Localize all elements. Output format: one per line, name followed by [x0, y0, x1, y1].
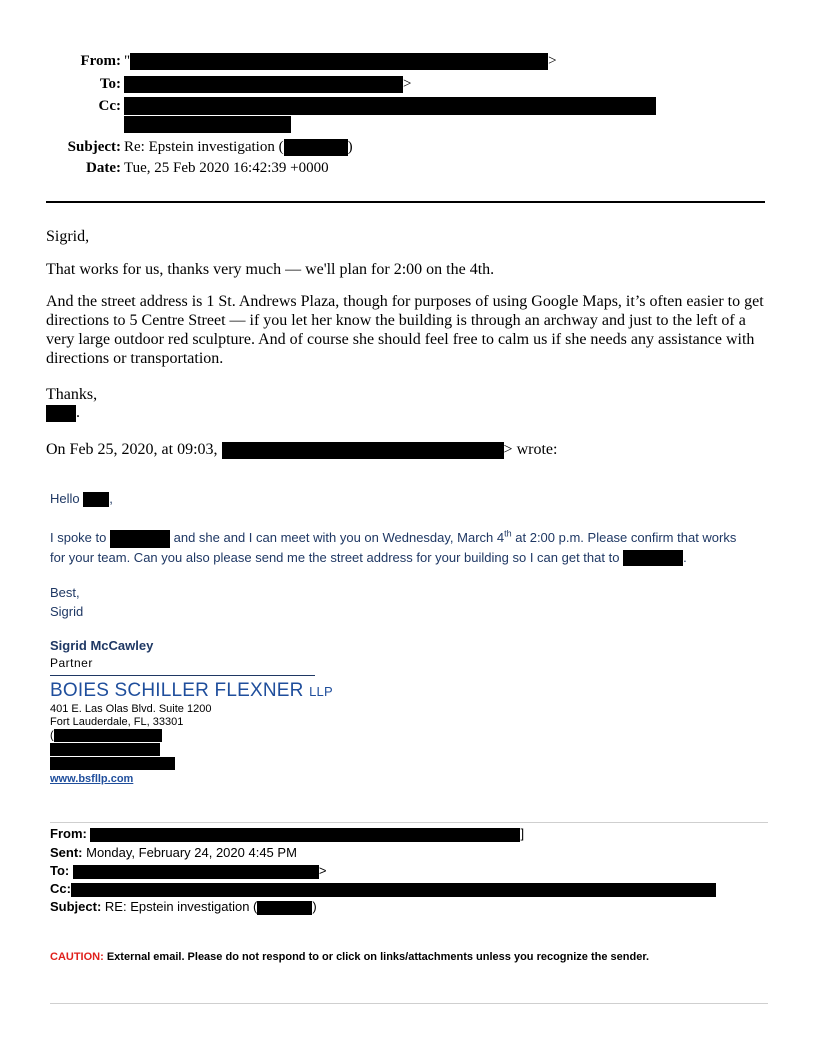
bottom-divider — [50, 1003, 768, 1004]
signature-title: Partner — [50, 656, 93, 670]
redaction — [73, 865, 319, 879]
fwd-subject-line: Subject: RE: Epstein investigation ( ) — [50, 899, 317, 914]
cc-value-line2 — [124, 116, 291, 133]
from-label: From: — [80, 53, 121, 69]
phone-line: ( — [50, 729, 162, 742]
redaction — [623, 550, 683, 566]
quoted-sign: Sigrid — [50, 604, 84, 619]
fwd-sent-line: Sent: Monday, February 24, 2020 4:45 PM — [50, 845, 297, 860]
cc-value — [124, 97, 656, 115]
caution-text: External email. Please do not respond to or click on links/attachments unless you recognize the sender. — [106, 951, 650, 963]
contact-line-3 — [50, 757, 175, 770]
forward-divider — [50, 822, 768, 823]
contact-line-2 — [50, 743, 160, 756]
address-line-2: Fort Lauderdale, FL, 33301 — [50, 716, 184, 728]
closing: Thanks, — [46, 386, 98, 403]
redaction — [90, 828, 520, 842]
redaction — [124, 76, 403, 93]
cc-label: Cc: — [98, 98, 121, 114]
quoted-paragraph: I spoke to and she and I can meet with you on Wednesday, March 4th at 2:00 p.m. Please confirm that works for your team. Can you also please send me the street address for your building so I can get that to . — [50, 528, 737, 565]
fwd-from-line: From: ] — [50, 826, 525, 841]
redaction — [50, 757, 175, 770]
signature-divider — [50, 675, 315, 676]
to-label: To: — [99, 76, 121, 92]
redaction — [46, 405, 76, 422]
website-link[interactable]: www.bsfllp.com — [50, 773, 134, 785]
from-value: " > — [124, 53, 557, 69]
greeting: Sigrid, — [46, 228, 90, 245]
redaction — [50, 743, 160, 756]
subject-value: Re: Epstein investigation ( ) — [124, 139, 353, 155]
date-value: Tue, 25 Feb 2020 16:42:39 +0000 — [124, 160, 329, 176]
redaction — [54, 729, 162, 742]
redaction — [110, 530, 170, 548]
redaction — [130, 53, 548, 70]
to-value: > — [124, 76, 411, 93]
address-line-1: 401 E. Las Olas Blvd. Suite 1200 — [50, 703, 212, 715]
body-paragraph-1: That works for us, thanks very much — we'll plan for 2:00 on the 4th. — [46, 261, 495, 278]
redaction — [222, 442, 504, 459]
fwd-to-line: To: > — [50, 863, 327, 878]
redaction — [257, 901, 312, 915]
redaction — [71, 883, 716, 897]
sender-initials: . — [46, 403, 766, 422]
quoted-greeting: Hello , — [50, 491, 113, 506]
body-paragraph-2: And the street address is 1 St. Andrews Plaza, though for purposes of using Google Maps, it’s often easier to get directions to 5 Centre Street — if you let her know the building is through an archway and just to the left of a very large outdoor red sculpture. And of course she should feel free to calm us if she needs any assistance with directions or transportation. — [46, 293, 764, 367]
firm-name: BOIES SCHILLER FLEXNER LLP — [50, 680, 333, 701]
caution-banner — [50, 951, 649, 963]
redaction — [83, 492, 109, 507]
quoted-best: Best, — [50, 585, 80, 600]
redaction — [284, 139, 348, 156]
caution-label: CAUTION: — [50, 951, 104, 963]
fwd-cc-line: Cc: — [50, 881, 716, 897]
redaction — [124, 97, 656, 115]
header-divider — [46, 201, 765, 203]
subject-label: Subject: — [67, 139, 121, 155]
signature-name: Sigrid McCawley — [50, 638, 154, 653]
redaction — [124, 116, 291, 133]
quote-intro: On Feb 25, 2020, at 09:03, > wrote: — [46, 441, 558, 458]
date-label: Date: — [86, 160, 121, 176]
